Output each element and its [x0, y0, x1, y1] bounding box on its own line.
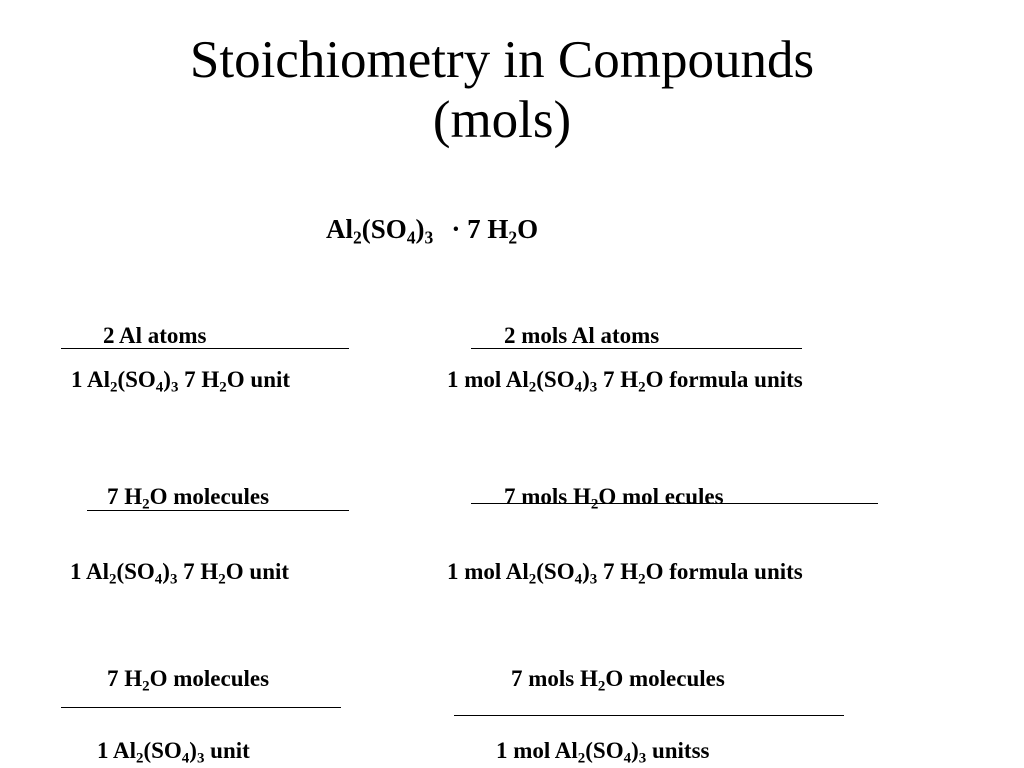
- slide-title: [0, 30, 1004, 150]
- fraction-bar: [471, 503, 878, 504]
- fraction-r3-right-numerator: 7 mols $H_2O$ molecules: [511, 666, 725, 695]
- title-line-2: (mols): [432, 91, 572, 149]
- fraction-r1-left-denominator: 1 $Al_2(SO_4)_3$ 7 $H_2O$ unit: [71, 367, 291, 396]
- fraction-bar: [87, 510, 349, 511]
- fraction-bar: [471, 348, 802, 349]
- fraction-r3-right-denominator: 1 mol $Al_2(SO_4)_3$ unitss: [496, 738, 710, 767]
- fraction-bar: [61, 348, 349, 349]
- fraction-r1-right-denominator: 1 mol $Al_2(SO_4)_3$ 7 $H_2O$ formula units: [447, 367, 803, 396]
- fraction-r2-right-denominator: 1 mol $Al_2(SO_4)_3$ 7 $H_2O$ formula units: [447, 559, 803, 588]
- fraction-r2-right-numerator: 7 mols $H_2O$ mol ecules: [504, 484, 724, 513]
- fraction-r1-right-numerator: 2 mols Al atoms: [504, 323, 660, 348]
- fraction-r2-left-denominator: 1 $Al_2(SO_4)_3$ 7 $H_2O$ unit: [70, 559, 290, 588]
- fraction-bar: [454, 715, 844, 716]
- fraction-r3-left-numerator: 7 $H_2O$ molecules: [107, 666, 270, 695]
- fraction-r1-left-numerator: 2 Al atoms: [103, 323, 207, 348]
- hydrate-formula: $Al_2(SO_4)_3 \cdot 7$ $H_2O$: [326, 214, 539, 248]
- hydrate-dot: ·: [451, 214, 461, 244]
- title-line-1: Stoichiometry in Compounds: [189, 31, 815, 89]
- fraction-r3-left-denominator: 1 $Al_2(SO_4)_3$ unit: [97, 738, 250, 767]
- fraction-r2-left-numerator: 7 $H_2O$ molecules: [107, 484, 270, 513]
- fraction-bar: [61, 707, 341, 708]
